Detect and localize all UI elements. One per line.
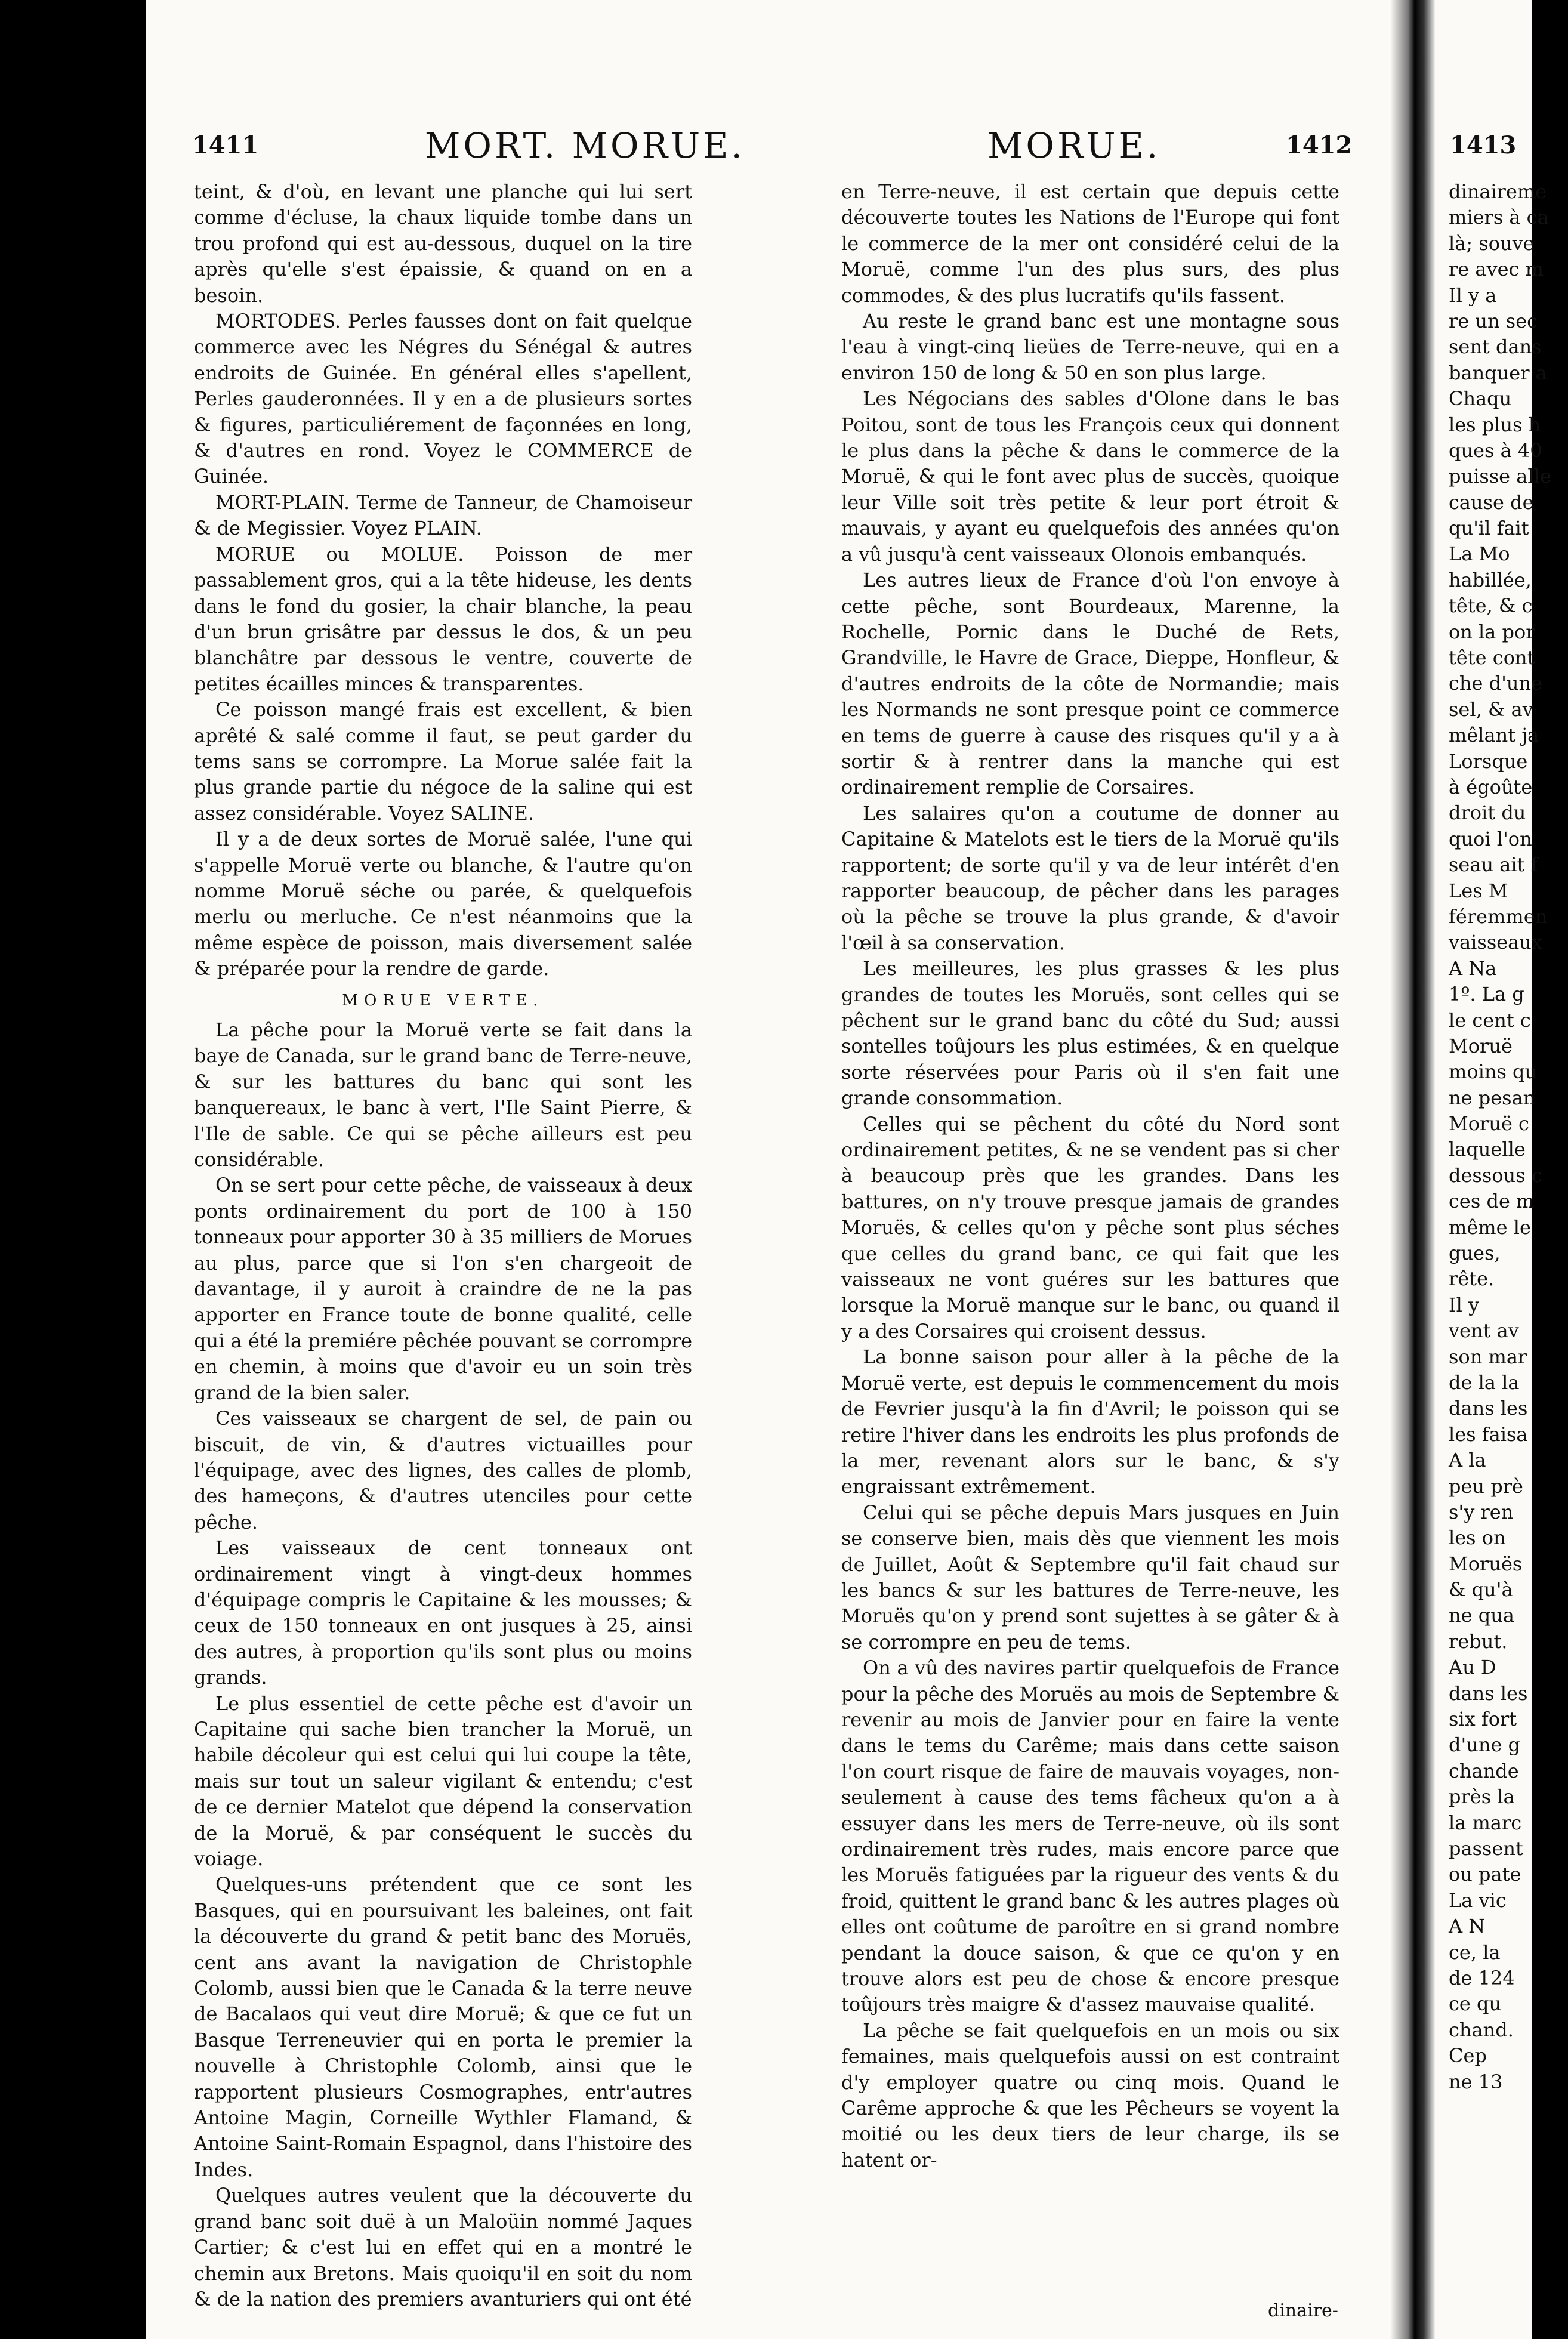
fragment-line: le cent c: [1449, 1008, 1531, 1032]
paragraph: Le plus essentiel de cette pêche est d'avoir un Capitaine qui sache bien trancher la Moruë, un habile décoleur qui est celui qui lui coupe la tête, mais sur tout un saleur vigilant & entendu; c'est de ce dernier Matelot que dépend la conservation de la Moruë, & par conséquent le succès du voiage.: [194, 1692, 692, 1870]
fragment-line: d'une g: [1449, 1733, 1521, 1757]
paragraph: MORUE ou MOLUE. Poisson de mer passablement gros, qui a la tête hideuse, les dents dans le fond du gosier, la chair blanche, la peau d'un brun grisâtre par dessus le dos, & un peu blanchâtre par dessous le ventre, couverte de petites écailles minces & transparentes.: [194, 542, 692, 695]
fragment-line: ce, la: [1449, 1940, 1501, 1964]
fragment-line: rebut.: [1449, 1630, 1508, 1653]
fragment-line: tête, & c: [1449, 594, 1533, 618]
fragment-line: ce qu: [1449, 1992, 1502, 2016]
fragment-line: seau ait f: [1449, 853, 1538, 877]
fragment-line: six fort: [1449, 1708, 1517, 1731]
fragment-line: puisse alle: [1449, 465, 1551, 488]
fragment-line: ne pesan: [1449, 1086, 1536, 1109]
fragment-line: vaisseaux: [1449, 931, 1542, 954]
paragraph: La bonne saison pour aller à la pêche de la Moruë verte, est depuis le commencement du mois de Fevrier jusqu'à la fin d'Avril; le poisson qui se retire l'hiver dans les endroits les plus profonds de la mer, revenant alors sur le banc, & s'y engraissant extrêmement.: [841, 1346, 1339, 1498]
fragment-line: cause de: [1449, 490, 1534, 514]
fragment-line: La vic: [1449, 1889, 1507, 1912]
fragment-line: Moruë: [1449, 1034, 1513, 1057]
fragment-line: passent: [1449, 1837, 1523, 1860]
paragraph: MORTODES. Perles fausses dont on fait quelque commerce avec les Négres du Sénégal & autres endroits de Guinée. En général elles s'apellent, Perles gauderonnées. Il y en a de plusieurs sortes & figures, particuliérement de façonnées en long, & d'autres en rond. Voyez le COMMERCE de Guinée.: [194, 310, 692, 488]
fragment-line: Moruës: [1449, 1552, 1523, 1575]
fragment-line: banquer a: [1449, 361, 1547, 384]
fragment-line: les faisa: [1449, 1422, 1528, 1446]
fragment-line: Chaqu: [1449, 387, 1512, 411]
far-right-column-fragment: [1449, 179, 1568, 2095]
paragraph: Quelques autres veulent que la découverte du grand banc soit duë à un Maloüin nommé Jaques Cartier; & c'est lui en effet qui en a montré le chemin aux Bretons. Mais quoiqu'il en soit du nom & de la nation des premiers avanturiers qui ont été: [194, 2184, 692, 2310]
fragment-line: moins qu: [1449, 1060, 1538, 1084]
paragraph: La pêche se fait quelquefois en un mois ou six femaines, mais quelquefois aussi on est contraint d'y employer quatre ou cinq mois. Quand le Carême approche & que les Pêcheurs se voyent la moitié ou les deux tiers de leur charge, ils se hatent or-: [841, 2019, 1339, 2171]
fragment-line: ou pate: [1449, 1863, 1521, 1886]
left-running-head: MORT. MORUE.: [425, 125, 745, 166]
fragment-line: re un sec: [1449, 309, 1538, 332]
paragraph: Celles qui se pêchent du côté du Nord sont ordinairement petites, & ne se vendent pas si cher à beaucoup près que les grandes. Dans les battures, on n'y trouve presque jamais de grandes Moruës, & celles qu'on y pêche sont plus séches que celles du grand banc, ce qui fait que les vaisseaux ne vont guéres sur les battures que lorsque la Moruë manque sur le banc, ou quand il y a des Corsaires qui croisent dessus.: [841, 1112, 1339, 1343]
fragment-line: Cep: [1449, 2044, 1487, 2068]
fragment-line: s'y ren: [1449, 1500, 1514, 1523]
right-running-head: MORUE.: [987, 125, 1161, 166]
left-page-number: 1411: [192, 131, 259, 159]
fragment-line: gues,: [1449, 1242, 1501, 1265]
fragment-line: Lorsque: [1449, 749, 1528, 773]
fragment-line: ne 13: [1449, 2070, 1503, 2093]
fragment-line: Moruë c: [1449, 1112, 1529, 1135]
fragment-line: ques à 40: [1449, 439, 1542, 462]
fragment-line: dans les: [1449, 1397, 1528, 1420]
fragment-line: vent av: [1449, 1319, 1519, 1343]
paragraph: La pêche pour la Moruë verte se fait dans la baye de Canada, sur le grand banc de Terre-neuve, & sur les battures du banc qui sont les banquereaux, le banc à vert, l'Ile Saint Pierre, & l'Ile de sable. Ce qui se pêche ailleurs est peu considérable.: [194, 1019, 692, 1171]
fragment-line: re avec m: [1449, 258, 1544, 281]
paragraph: MORT-PLAIN. Terme de Tanneur, de Chamoiseur & de Megissier. Voyez PLAIN.: [194, 490, 692, 540]
fragment-line: La Mo: [1449, 542, 1510, 566]
fragment-line: dinaireme: [1449, 180, 1547, 203]
fragment-line: on la por: [1449, 620, 1535, 643]
fragment-line: peu prè: [1449, 1474, 1523, 1498]
fragment-line: quoi l'on: [1449, 827, 1532, 850]
fragment-line: là; souve: [1449, 232, 1535, 255]
paragraph: Les salaires qu'on a coutume de donner au Capitaine & Matelots est le tiers de la Moruë qu'ils rapportent; de sorte qu'il y va de leur intérêt d'en rapporter beaucoup, de pêcher dans les parages où la pêche se trouve la plus grande, & d'avoir l'œil à sa conservation.: [841, 801, 1339, 954]
fragment-line: de la la: [1449, 1371, 1520, 1394]
right-page-number: 1412: [1286, 131, 1353, 159]
fragment-line: Au D: [1449, 1656, 1496, 1679]
fragment-line: A la: [1449, 1449, 1486, 1472]
fragment-line: habillée,: [1449, 568, 1532, 591]
paragraph: Les Négocians des sables d'Olone dans le bas Poitou, sont de tous les François ceux qui donnent le plus dans la pêche & dans le commerce de la Moruë, & qui le font avec plus de succès, quoique leur Ville soit très petite & leur port étroit & mauvais, y ayant eu quelquefois des années qu'on a vû jusqu'à cent vaisseaux Olonois embanqués.: [841, 387, 1339, 566]
paragraph: Au reste le grand banc est une montagne sous l'eau à vingt-cinq lieües de Terre-neuve, qui en a environ 150 de long & 50 en son plus large.: [841, 310, 1339, 384]
paragraph: Ce poisson mangé frais est excellent, & bien aprêté & salé comme il faut, se peut garder du tems sans se corrompre. La Morue salée fait la plus grande partie du négoce de la saline qui est assez considérable. Voyez SALINE.: [194, 698, 692, 825]
fragment-line: la marc: [1449, 1811, 1522, 1834]
fragment-line: qu'il fait: [1449, 517, 1529, 540]
paragraph: Ces vaisseaux se chargent de sel, de pain ou biscuit, de vin, & d'autres victuailles pour l'équipage, avec des lignes, des calles de plomb, des hameçons, & d'autres utenciles pour cette pêche.: [194, 1407, 692, 1533]
fragment-line: A Na: [1449, 956, 1497, 980]
fragment-line: ne qua: [1449, 1604, 1514, 1627]
fragment-line: Il y: [1449, 1293, 1480, 1316]
fragment-line: A N: [1449, 1915, 1486, 1938]
fragment-line: Il y a: [1449, 283, 1497, 307]
fragment-line: Les M: [1449, 879, 1508, 902]
fragment-line: son mar: [1449, 1345, 1527, 1368]
fragment-line: à égoûte: [1449, 775, 1533, 798]
paragraph: Les vaisseaux de cent tonneaux ont ordinairement vingt à vingt-deux hommes d'équipage compris le Capitaine & les mousses; & ceux de 150 tonneaux en ont jusques à 25, ainsi des autres, à proportion qu'ils sont plus ou moins grands.: [194, 1536, 692, 1689]
paragraph: On a vû des navires partir quelquefois de France pour la pêche des Moruës au mois de Septembre & revenir au mois de Janvier pour en faire la vente dans le tems du Carême; mais dans cette saison l'on court risque de faire de mauvais voyages, non-seulement à cause des tems fâcheux qu'on a à essuyer dans les mers de Terre-neuve, où ils sont ordinairement très rudes, mais encore parce que les Moruës fatiguées par la rigueur des vents & du froid, quittent le grand banc & les autres plages où elles ont coûtume de paroître en si grand nombre pendant la douce saison, & que ce qu'on y en trouve alors est peu de chose & encore presque toûjours très maigre & d'assez mauvaise qualité.: [841, 1656, 1339, 2016]
fragment-line: chande: [1449, 1759, 1519, 1782]
fragment-line: chand.: [1449, 2018, 1514, 2041]
fragment-line: les on: [1449, 1526, 1506, 1550]
fragment-line: dessous c: [1449, 1164, 1542, 1187]
paragraph: Il y a de deux sortes de Moruë salée, l'une qui s'appelle Moruë verte ou blanche, & l'autre qu'on nomme Moruë séche ou parée, & quelquefois merlu ou merluche. Ce n'est néanmoins que la même espèce de poisson, mais diversement salée & préparée pour la rendre de garde.: [194, 828, 692, 980]
fragment-line: ces de m: [1449, 1190, 1535, 1213]
paragraph: On se sert pour cette pêche, de vaisseaux à deux ponts ordinairement du port de 100 à 150 tonneaux pour apporter 30 à 35 milliers de Morues au plus, parce que si l'on s'en chargeoit de davantage, il y auroit à craindre de ne la pas apporter en France toute de bonne qualité, celle qui a été la premiére pêchée pouvant se corrompre en chemin, à moins que d'avoir eu un soin très grand de la bien saler.: [194, 1174, 692, 1404]
paragraph: en Terre-neuve, il est certain que depuis cette découverte toutes les Nations de l'Europe qui font le commerce de la mer ont considéré celui de la Moruë, comme l'un des plus surs, des plus commodes, & des plus lucratifs qu'ils fassent.: [841, 180, 1339, 307]
fragment-line: même le: [1449, 1215, 1531, 1239]
paragraph: Quelques-uns prétendent que ce sont les Basques, qui en poursuivant les baleines, ont fait la découverte du grand & petit banc des Moruës, cent ans avant la navigation de Christophle Colomb, aussi bien que le Canada & la terre neuve de Bacalaos qui veut dire Moruë; & que ce fut un Basque Terreneuvier qui en porta le premier la nouvelle à Christophle Colomb, ainsi que le rapportent plusieurs Cosmographes, entr'autres Antoine Magin, Corneille Wythler Flamand, & Antoine Saint-Romain Espagnol, dans l'histoire des Indes.: [194, 1873, 692, 2181]
fragment-line: rête.: [1449, 1267, 1495, 1291]
right-column: [841, 179, 1339, 2173]
paragraph: Les autres lieux de France d'où l'on envoye à cette pêche, sont Bourdeaux, Marenne, la Rochelle, Pornic dans le Duché de Rets, Grandville, le Havre de Grace, Dieppe, Honfleur, & d'autres endroits de la côte de Normandie; mais les Normands ne sont presque point ce commerce en tems de guerre à cause des risques qu'il y a à sortir & à rentrer dans la manche qui est ordinairement remplie de Corsaires.: [841, 569, 1339, 799]
paragraph: Celui qui se pêche depuis Mars jusques en Juin se conserve bien, mais dès que viennent les mois de Juillet, Août & Septembre qu'il fait chaud sur les bancs & sur les battures de Terre-neuve, les Moruës qu'on y prend sont sujettes à se gâter & à se corrompre en peu de tems.: [841, 1501, 1339, 1653]
fragment-line: miers à ca: [1449, 206, 1549, 229]
fragment-line: & qu'à: [1449, 1578, 1513, 1601]
fragment-line: mêlant ja: [1449, 724, 1539, 747]
fragment-line: sent dans: [1449, 335, 1542, 359]
catchword: dinaire-: [1268, 2300, 1338, 2321]
fragment-line: féremmen: [1449, 905, 1548, 928]
book-gutter: [1390, 0, 1435, 2339]
far-page-number: 1413: [1450, 131, 1517, 159]
fragment-line: les plus h: [1449, 413, 1541, 436]
fragment-line: tête cont: [1449, 646, 1535, 669]
paragraph: Les meilleures, les plus grasses & les plus grandes de toutes les Moruës, sont celles qui se pêchent sur le grand banc du côté du Sud; aussi sontelles toûjours les plus estimées, & en quelque sorte réservées pour Paris où il s'en fait une grande consommation.: [841, 957, 1339, 1110]
fragment-line: près la: [1449, 1785, 1515, 1809]
fragment-line: 1º. La g: [1449, 983, 1524, 1006]
fragment-line: che d'une: [1449, 672, 1543, 695]
fragment-line: laquelle: [1449, 1138, 1526, 1161]
fragment-line: droit du: [1449, 801, 1526, 825]
fragment-line: sel, & av: [1449, 698, 1533, 721]
fragment-line: de 124: [1449, 1966, 1515, 1989]
section-heading: MORUE VERTE.: [342, 991, 544, 1010]
left-column: [194, 179, 692, 2312]
fragment-line: dans les: [1449, 1681, 1528, 1705]
paragraph: teint, & d'où, en levant une planche qui lui sert comme d'écluse, la chaux liquide tombe dans un trou profond qui est au-dessous, duquel on la tire après qu'elle s'est épaissie, & quand on en a besoin.: [194, 180, 692, 307]
